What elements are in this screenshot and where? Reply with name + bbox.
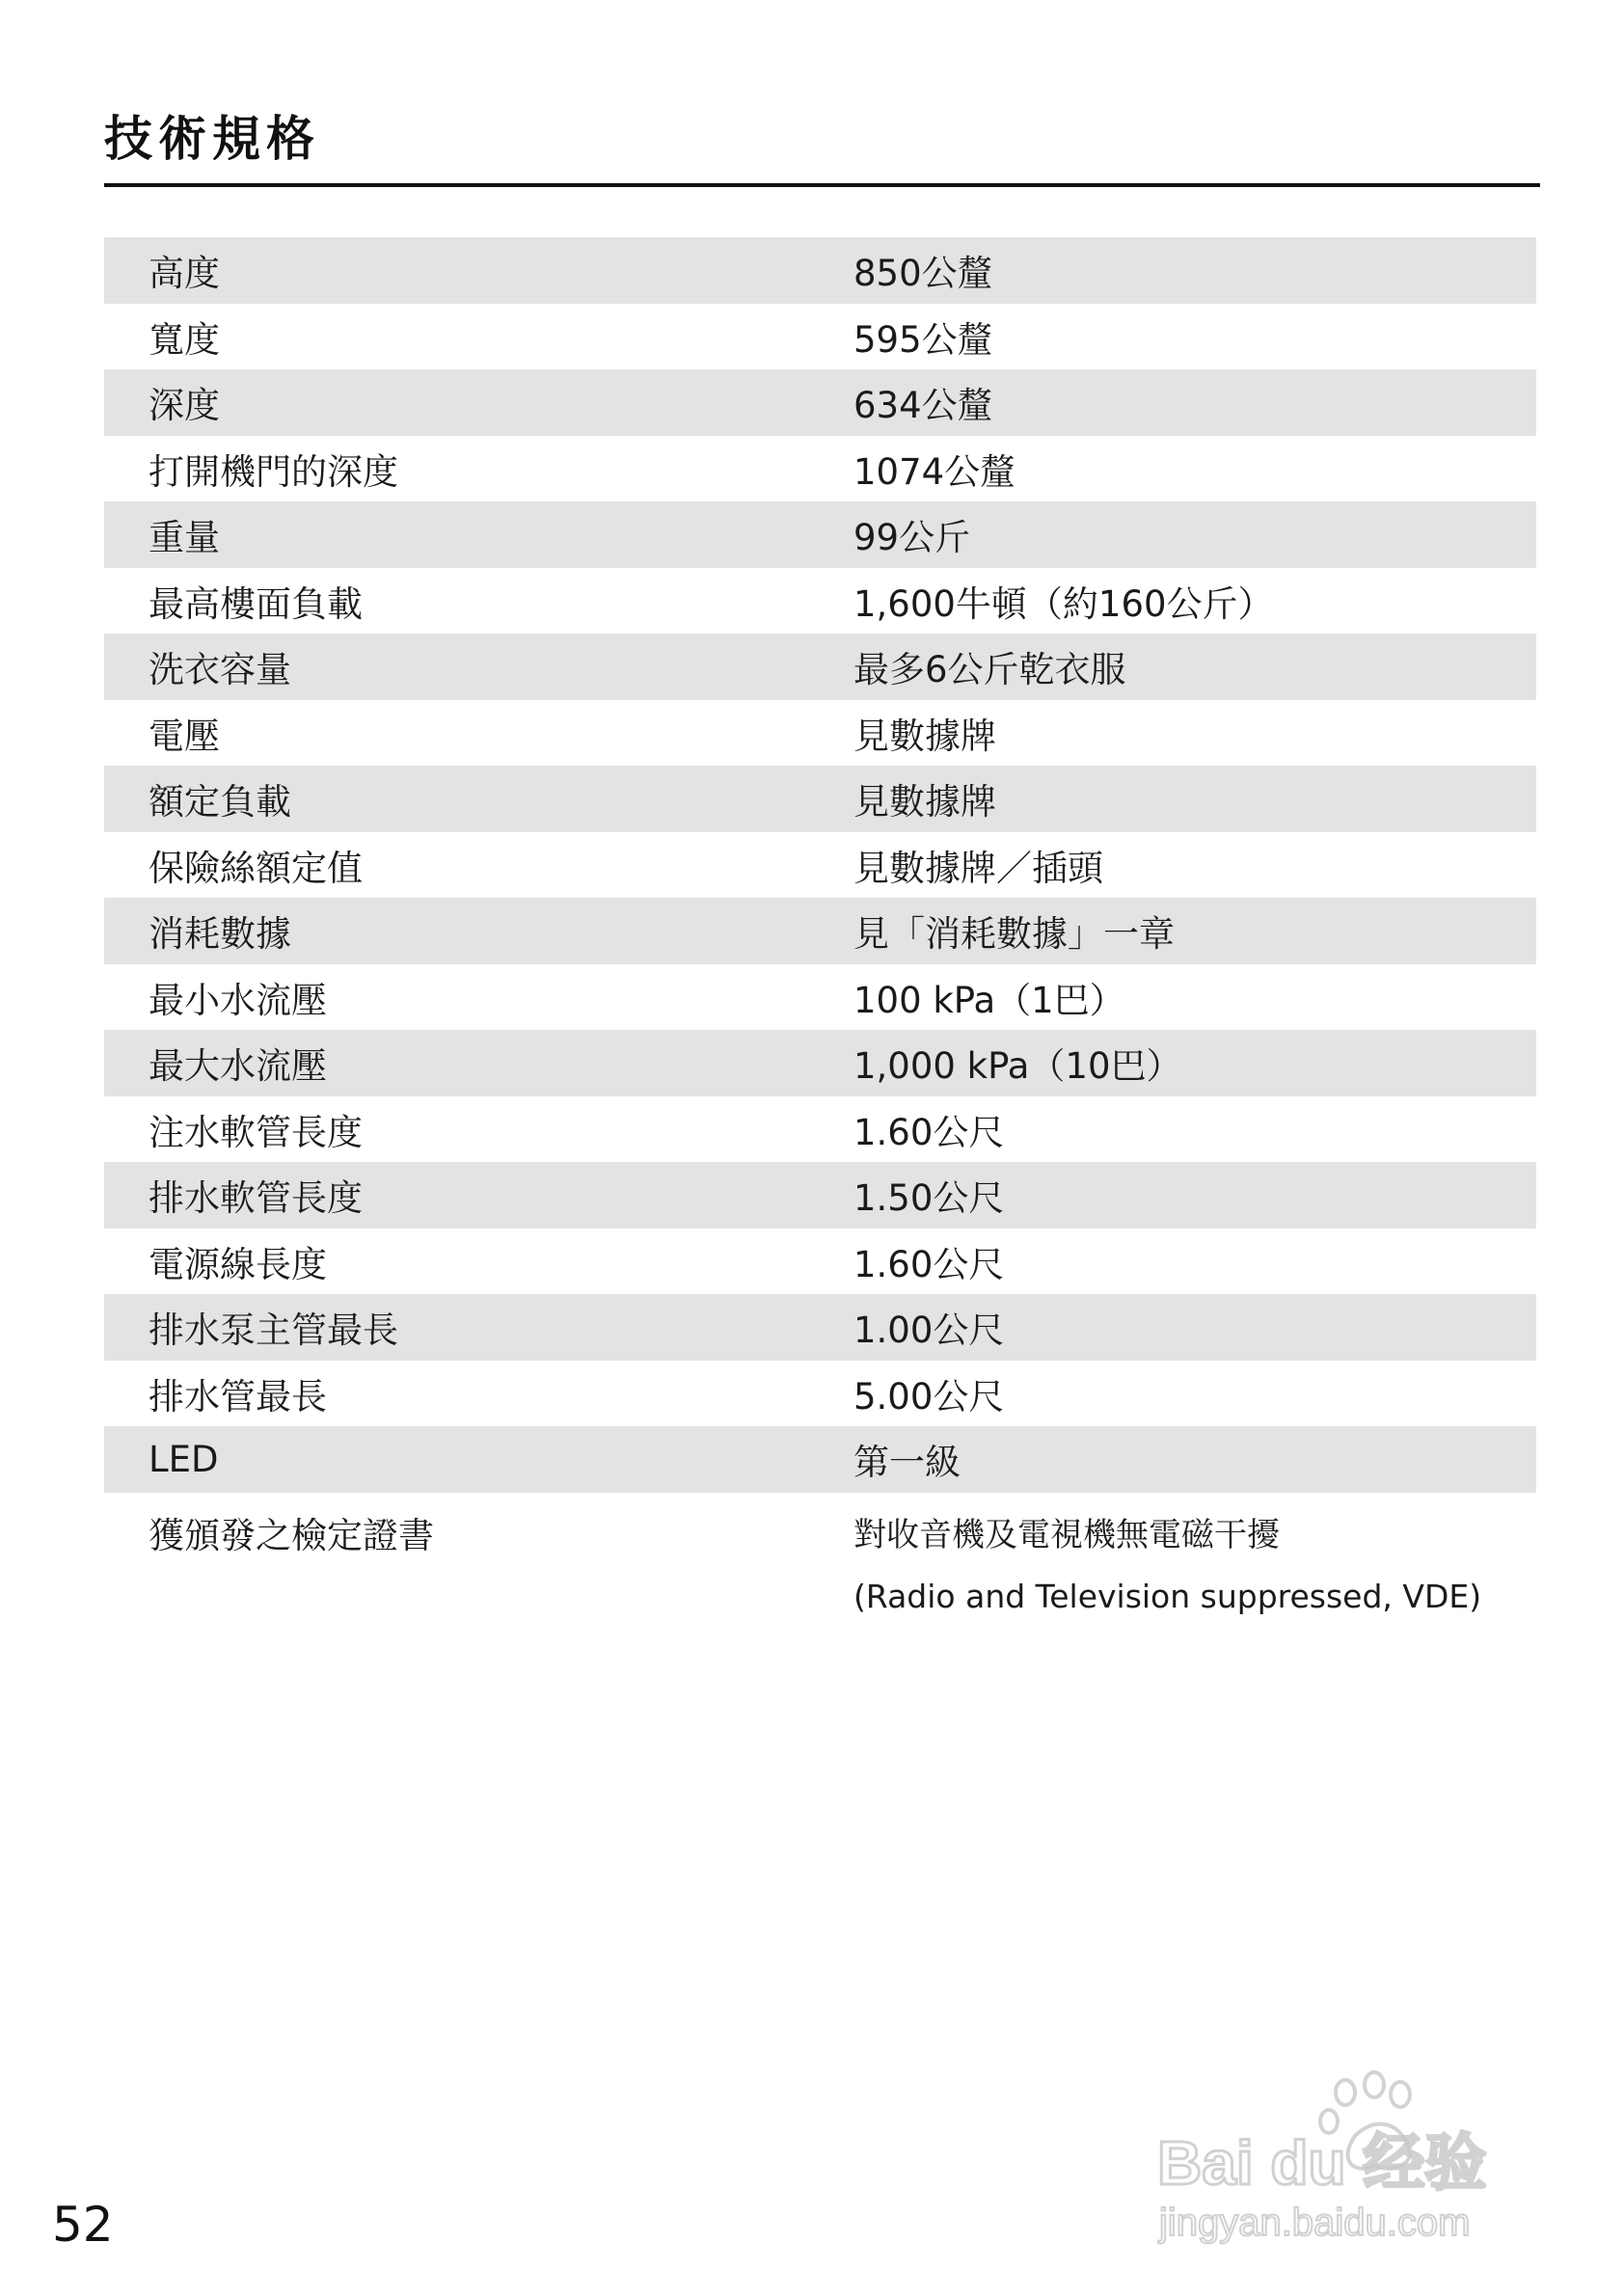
spec-value: 1.00公尺 xyxy=(853,1310,1005,1352)
spec-label: LED xyxy=(149,1438,219,1480)
spec-value: 見數據牌／插頭 xyxy=(853,847,1103,889)
spec-label: 最小水流壓 xyxy=(149,979,327,1021)
spec-label: 電源線長度 xyxy=(149,1243,327,1285)
spec-value: 100 kPa（1巴） xyxy=(853,979,1125,1021)
title-divider xyxy=(104,183,1540,187)
spec-value: 1,000 kPa（10巴） xyxy=(853,1045,1182,1088)
spec-label: 重量 xyxy=(149,517,220,559)
spec-label: 高度 xyxy=(149,253,220,295)
spec-row xyxy=(104,304,1536,370)
spec-label: 寬度 xyxy=(149,318,220,361)
spec-label: 注水軟管長度 xyxy=(149,1111,363,1153)
page-number: 52 xyxy=(52,2197,114,2253)
spec-row xyxy=(104,501,1536,568)
spec-value-sub: (Radio and Television suppressed, VDE) xyxy=(853,1577,1482,1615)
spec-label: 排水軟管長度 xyxy=(149,1177,363,1220)
spec-value: 99公斤 xyxy=(853,517,971,559)
baidu-watermark-logo xyxy=(1157,2064,1543,2256)
spec-label: 排水管最長 xyxy=(149,1375,327,1418)
spec-row xyxy=(104,832,1536,899)
spec-row xyxy=(104,568,1536,635)
spec-label: 保險絲額定值 xyxy=(149,847,363,889)
spec-label: 洗衣容量 xyxy=(149,649,291,691)
spec-label: 電壓 xyxy=(149,715,220,757)
spec-value: 595公釐 xyxy=(853,318,993,361)
spec-value: 見「消耗數據」一章 xyxy=(853,913,1175,956)
spec-row xyxy=(104,237,1536,304)
spec-value: 1074公釐 xyxy=(853,450,1016,493)
spec-row xyxy=(104,1294,1536,1361)
spec-value: 850公釐 xyxy=(853,253,993,295)
spec-value: 1.50公尺 xyxy=(853,1177,1005,1220)
spec-row xyxy=(104,436,1536,502)
spec-row xyxy=(104,369,1536,436)
spec-label: 打開機門的深度 xyxy=(149,450,398,493)
spec-value: 1,600牛頓（約160公斤） xyxy=(853,582,1274,625)
spec-label: 消耗數據 xyxy=(149,913,291,956)
spec-row xyxy=(104,1096,1536,1163)
spec-row xyxy=(104,1162,1536,1229)
spec-value: 634公釐 xyxy=(853,385,993,427)
spec-row xyxy=(104,1493,1536,1618)
spec-row xyxy=(104,1229,1536,1295)
spec-label: 最大水流壓 xyxy=(149,1045,327,1088)
spec-value: 見數據牌 xyxy=(853,715,996,757)
spec-row xyxy=(104,1361,1536,1427)
spec-row xyxy=(104,1426,1536,1493)
spec-value: 見數據牌 xyxy=(853,781,996,824)
spec-label: 額定負載 xyxy=(149,781,291,824)
spec-row xyxy=(104,700,1536,767)
spec-row xyxy=(104,898,1536,964)
spec-row xyxy=(104,1030,1536,1096)
spec-label: 最高樓面負載 xyxy=(149,582,363,625)
spec-value: 5.00公尺 xyxy=(853,1375,1005,1418)
spec-value: 對收音機及電視機無電磁干擾 xyxy=(853,1515,1280,1554)
spec-value: 第一級 xyxy=(853,1442,961,1484)
spec-table xyxy=(104,237,1536,1618)
watermark-brand: Bai du 经验 xyxy=(1157,2128,1487,2198)
spec-value: 1.60公尺 xyxy=(853,1111,1005,1153)
spec-label: 深度 xyxy=(149,385,220,427)
spec-label: 獲頒發之檢定證書 xyxy=(149,1514,434,1556)
spec-value: 1.60公尺 xyxy=(853,1243,1005,1285)
watermark-url: jingyan.baidu.com xyxy=(1159,2201,1471,2244)
spec-label: 排水泵主管最長 xyxy=(149,1310,398,1352)
spec-value: 最多6公斤乾衣服 xyxy=(853,649,1126,691)
spec-row xyxy=(104,964,1536,1031)
spec-row xyxy=(104,766,1536,832)
page-title: 技術規格 xyxy=(104,111,320,167)
spec-row xyxy=(104,634,1536,700)
